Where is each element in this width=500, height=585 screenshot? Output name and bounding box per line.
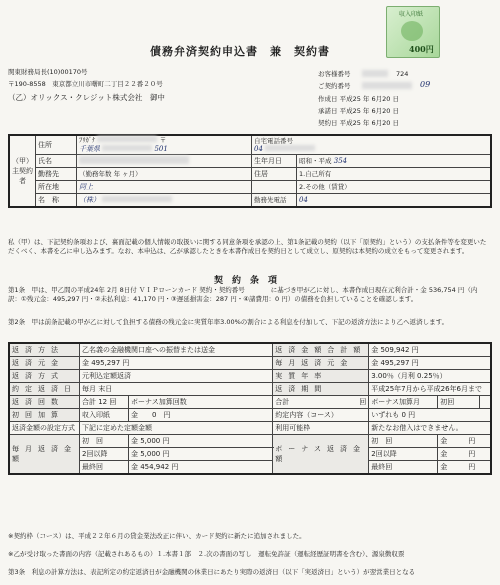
date-created: 作成日 平成25 年 6月20 日 bbox=[318, 95, 399, 103]
redaction bbox=[102, 145, 152, 151]
article-1: 第1条 甲は、甲乙間の平成24年 2月 8日付 ＶＩＰローンカード 契約・契約番号 に基づき甲が乙に対し、本書作成日現在元利合計・金 536,754 円（内 訳：①残元金：495,297 円・②未払利息：41,170 円・③遅延損害金：287 円・④諸費用：0 円）の債務を負担していることを確認します。 bbox=[8, 286, 478, 303]
redaction bbox=[102, 196, 172, 202]
consent-paragraph: 私（甲）は、下記契約条項および、裏面記載の個人情報の取扱いに関する同意条項を承認の上、第1条記載の契約（以下「原契約」という）の支払条件等を変更いただくべく、本書を乙に申し込みます。なお、本申込は、乙が承認したときを本書作成日を契約日として成立し、原契約は本契約の成立をもって変更されます。 bbox=[8, 238, 487, 255]
rate-label: 実質年率 bbox=[273, 370, 369, 383]
course-label: 約定内容（コース） bbox=[273, 409, 369, 422]
residence-option-other: 2.その他（賃貸） bbox=[297, 181, 492, 194]
terms-heading: 契 約 条 項 bbox=[214, 276, 278, 286]
address-number: 501 bbox=[154, 145, 168, 153]
contract-number-label: ご契約番号 bbox=[318, 82, 351, 90]
date-contract: 契約日 平成25 年 6月20 日 bbox=[318, 119, 399, 127]
bonus-first-row-label: 初 回 bbox=[369, 435, 438, 448]
document-title: 債務弁済契約申込書 兼 契約書 bbox=[150, 45, 330, 58]
method-label: 返済方法 bbox=[9, 343, 80, 357]
footer-note-2: ※乙が受け取った書面の内容（記載されあるもの）１.本書１部 ２.次の書面の写し 運転免許証（運転経歴証明書を含む）、源泉徴収票 bbox=[8, 550, 405, 558]
last-row-label: 最終回 bbox=[80, 461, 129, 475]
style-label: 返済方式 bbox=[9, 370, 80, 383]
bonus-first-row-amount: 金 円 bbox=[438, 435, 491, 448]
location-value: 同上 bbox=[77, 181, 252, 194]
birth-value: 354 bbox=[333, 157, 348, 165]
method-value: 乙名義の金融機関口座への振替または送金 bbox=[80, 343, 273, 357]
address-label: 住所 bbox=[36, 135, 77, 155]
amount-setting-value: 下記に定めた定額金額 bbox=[80, 422, 273, 435]
residence-option-own: 1.自己所有 bbox=[297, 168, 492, 181]
redaction bbox=[362, 70, 388, 77]
birth-label: 生年月日 bbox=[252, 155, 297, 168]
bonus-second-row-label: 2回以降 bbox=[369, 448, 438, 461]
bonus-first-label: 初回 bbox=[438, 396, 479, 409]
article-2: 第2条 甲は前条記載の甲が乙に対して負担する債務の残元金に実質年率3.00%の割合による利息を付加して、下記の返済方法により乙へ返済します。 bbox=[8, 318, 449, 326]
footer-note-3: 第3条 利息の計算方法は、表記所定の約定返済日が金融機関の休業日にあたり実際の返済日（以下「実返済日」という）が翌営業日となる bbox=[8, 568, 416, 576]
party-info-table bbox=[8, 134, 492, 208]
party-side-label: （甲）主契約者 bbox=[9, 135, 36, 207]
recipient-address: 〒190-8558 東京都立川市曙町二丁目２２番２０号 bbox=[8, 80, 163, 88]
last-row-amount: 金 454,942 円 bbox=[129, 461, 273, 475]
stamp-fee-value: 金 0 円 bbox=[129, 409, 273, 422]
address-value: 千葉県 bbox=[79, 145, 100, 153]
bonus-total-label: 合計 bbox=[275, 398, 290, 406]
redaction bbox=[362, 82, 412, 89]
bonus-second-row-amount: 金 円 bbox=[438, 448, 491, 461]
company-value: （株） bbox=[79, 196, 100, 204]
name-label: 氏名 bbox=[36, 155, 77, 168]
period-label: 返済期間 bbox=[273, 383, 369, 396]
count-value: 合計 12 回 bbox=[80, 396, 129, 409]
footer-note-1: ※契約枠（コース）は、平成２２年６月の貸金業法改正に伴い、カード契約に新たに追加されました。 bbox=[8, 532, 306, 540]
second-row-label: 2回以降 bbox=[80, 448, 129, 461]
stamp-fee-label: 収入印紙 bbox=[80, 409, 129, 422]
due-day-label: 約定返済日 bbox=[9, 383, 80, 396]
monthly-amount-label: 毎月返済金額 bbox=[9, 435, 80, 475]
total-value: 金 509,942 円 bbox=[369, 343, 491, 357]
count-label: 返済回数 bbox=[9, 396, 80, 409]
employer-label: 勤務先 bbox=[36, 168, 77, 181]
date-accepted: 承諾日 平成25 年 6月20 日 bbox=[318, 107, 399, 115]
zip-prefix: 〒 bbox=[159, 136, 167, 144]
period-value: 平成25年7月から平成26年6月まで bbox=[369, 383, 491, 396]
total-label: 返済金額合計額 bbox=[273, 343, 369, 357]
revenue-stamp bbox=[386, 6, 440, 58]
bonus-amount-label: ボーナス返済金額 bbox=[273, 435, 369, 475]
second-row-amount: 金 5,000 円 bbox=[129, 448, 273, 461]
employer-years-unit: 年 bbox=[113, 170, 121, 178]
usage-limit-label: 利用可能枠 bbox=[273, 422, 369, 435]
bonus-last-row-amount: 金 円 bbox=[438, 461, 491, 475]
repayment-table bbox=[8, 342, 492, 475]
recipient-company: （乙）オリックス・クレジット株式会社 御中 bbox=[8, 93, 165, 102]
work-phone-label: 勤務先電話 bbox=[252, 194, 297, 208]
redaction bbox=[79, 156, 189, 164]
location-label: 所在地 bbox=[36, 181, 77, 194]
work-phone-value: 04 bbox=[297, 194, 492, 208]
birth-era: 昭和・平成 bbox=[299, 157, 332, 165]
bonus-last-row-label: 最終回 bbox=[369, 461, 438, 475]
due-day-value: 毎月 末日 bbox=[80, 383, 273, 396]
principal-value: 金 495,297 円 bbox=[80, 357, 273, 370]
employer-months: ヶ月） bbox=[122, 170, 142, 178]
residence-label: 住居 bbox=[252, 168, 297, 181]
flower-icon bbox=[401, 21, 423, 41]
usage-limit-value: 新たなお借入はできません。 bbox=[369, 422, 491, 435]
bonus-count-unit: 回 bbox=[359, 398, 367, 406]
contract-number-value: 09 bbox=[420, 80, 431, 89]
home-phone-value: 04 bbox=[254, 145, 263, 153]
style-value: 元利込定額返済 bbox=[80, 370, 273, 383]
bonus-month-label: ボーナス加算月 bbox=[369, 396, 438, 409]
redaction bbox=[97, 136, 157, 142]
furigana-label: ﾌﾘｶﾞﾅ bbox=[79, 136, 96, 144]
customer-number-value: 724 bbox=[396, 70, 409, 78]
first-row-amount: 金 5,000 円 bbox=[129, 435, 273, 448]
employer-years-label: （勤務年数 bbox=[79, 170, 112, 178]
first-row-label: 初 回 bbox=[80, 435, 129, 448]
first-fee-label: 初回加算 bbox=[9, 409, 80, 422]
redaction bbox=[265, 145, 315, 151]
course-value: いずれも 0 円 bbox=[369, 409, 491, 422]
bonus-count-label: ボーナス加算回数 bbox=[129, 396, 273, 409]
principal-label: 返済元金 bbox=[9, 357, 80, 370]
customer-number-label: お客様番号 bbox=[318, 70, 351, 78]
monthly-principal-label: 毎月返済元金 bbox=[273, 357, 369, 370]
company-label: 名 称 bbox=[36, 194, 77, 208]
home-phone-label: 自宅電話番号 bbox=[254, 137, 293, 145]
monthly-principal-value: 金 495,297 円 bbox=[369, 357, 491, 370]
amount-setting-label: 返済金額の設定方式 bbox=[9, 422, 80, 435]
rate-value: 3.00％（月利 0.25％） bbox=[369, 370, 491, 383]
stamp-value: 400円 bbox=[409, 44, 434, 54]
registration-number: 関東財務局長(10)00170号 bbox=[8, 68, 88, 76]
stamp-label: 収入印紙 bbox=[399, 11, 424, 18]
